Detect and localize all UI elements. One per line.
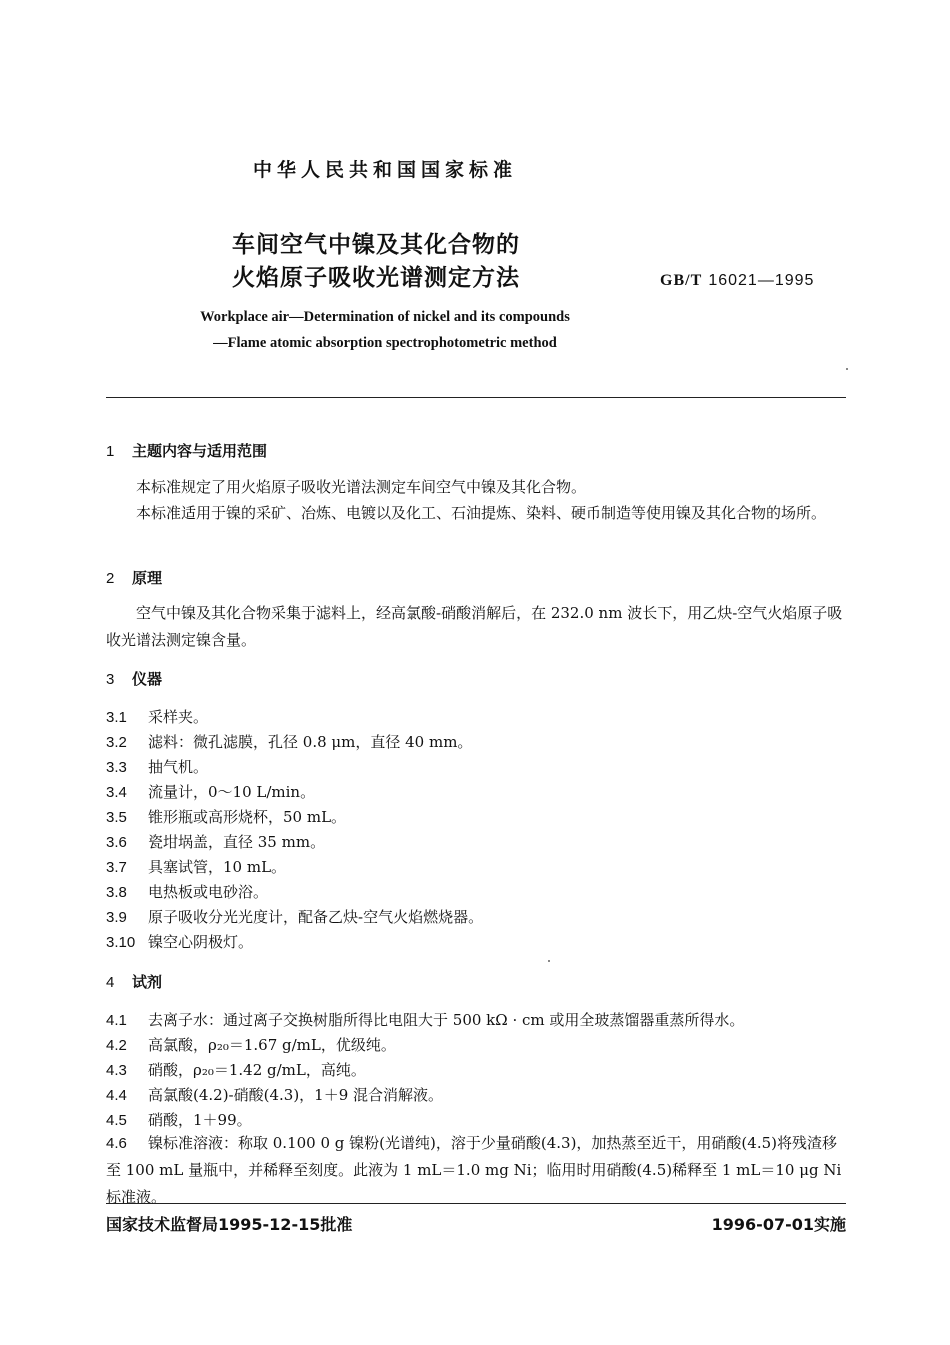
section-1-paragraph-1: 本标准规定了用火焰原子吸收光谱法测定车间空气中镍及其化合物。 — [136, 478, 587, 496]
section-4-title: 试剂 — [132, 973, 163, 991]
list-item — [106, 1009, 744, 1030]
section-1-heading — [106, 440, 267, 461]
section-3-number: 3 — [106, 671, 115, 688]
list-item — [106, 781, 315, 802]
item-number: 3.2 — [106, 734, 127, 751]
chinese-title-line-2: 火焰原子吸收光谱测定方法 — [232, 265, 520, 291]
item-text: 具塞试管，10 mL。 — [148, 858, 287, 876]
effective-date: 1996-07-01实施 — [711, 1215, 846, 1234]
standard-type-heading: 中华人民共和国国家标准 — [252, 159, 517, 181]
item-number: 3.6 — [106, 834, 127, 851]
item-number: 3.1 — [106, 709, 127, 726]
scan-speck — [548, 960, 550, 962]
item-number: 3.3 — [106, 759, 127, 776]
item-number: 3.5 — [106, 809, 127, 826]
list-item — [106, 1109, 252, 1130]
item-text: 硝酸，1＋99。 — [148, 1111, 252, 1129]
item-number: 3.4 — [106, 784, 127, 801]
item-text: 采样夹。 — [148, 708, 209, 726]
scan-speck — [846, 368, 848, 370]
item-number: 3.10 — [106, 934, 136, 951]
list-item — [106, 931, 253, 952]
item-text: 锥形瓶或高形烧杯，50 mL。 — [148, 808, 347, 826]
list-item — [106, 906, 483, 927]
section-3-heading — [106, 668, 162, 689]
section-1-title: 主题内容与适用范围 — [132, 442, 268, 460]
item-number: 3.7 — [106, 859, 127, 876]
item-number: 4.1 — [106, 1012, 127, 1029]
item-text: 镍标准溶液：称取 0.100 0 g 镍粉(光谱纯)，溶于少量硝酸(4.3)，加热蒸至近干，用硝酸(4.5)将残渣移至 100 mL 量瓶中，并稀释至刻度。此液为 1 mL＝1.0 mg Ni；临用时用硝酸(4.5)稀释至 1 mL＝10 μg Ni 标准液。 — [106, 1134, 842, 1206]
item-text: 滤料：微孔滤膜，孔径 0.8 μm，直径 40 mm。 — [148, 733, 473, 751]
item-text: 流量计，0～10 L/min。 — [148, 783, 316, 801]
list-item — [106, 1084, 443, 1105]
item-text: 原子吸收分光光度计，配备乙炔-空气火焰燃烧器。 — [148, 908, 484, 926]
footer-divider — [106, 1203, 846, 1204]
list-item — [106, 731, 472, 752]
item-text: 抽气机。 — [148, 758, 209, 776]
list-item — [106, 706, 208, 727]
item-number: 3.8 — [106, 884, 127, 901]
list-item — [106, 1034, 396, 1055]
item-number: 3.9 — [106, 909, 127, 926]
section-4-number: 4 — [106, 974, 115, 991]
section-2-heading — [106, 567, 162, 588]
item-text: 去离子水：通过离子交换树脂所得比电阻大于 500 kΩ · cm 或用全玻蒸馏器重蒸所得水。 — [148, 1011, 745, 1029]
list-item — [106, 1130, 846, 1211]
list-item — [106, 806, 346, 827]
item-text: 高氯酸，ρ₂₀＝1.67 g/mL，优级纯。 — [148, 1036, 396, 1054]
english-title-line-2: —Flame atomic absorption spectrophotometric method — [213, 335, 557, 351]
item-text: 镍空心阴极灯。 — [148, 933, 254, 951]
item-text: 电热板或电砂浴。 — [148, 883, 269, 901]
section-1-number: 1 — [106, 443, 115, 460]
standard-code-number: 16021—1995 — [708, 272, 815, 289]
standard-code — [660, 270, 814, 290]
header-divider — [106, 397, 846, 398]
list-item — [106, 831, 325, 852]
item-number: 4.4 — [106, 1087, 127, 1104]
list-item — [106, 756, 208, 777]
item-text: 高氯酸(4.2)-硝酸(4.3)，1＋9 混合消解液。 — [148, 1086, 444, 1104]
section-4-heading — [106, 971, 162, 992]
list-item — [106, 881, 268, 902]
list-item — [106, 1059, 366, 1080]
item-number: 4.2 — [106, 1037, 127, 1054]
item-number: 4.6 — [106, 1135, 127, 1152]
section-2-number: 2 — [106, 570, 115, 587]
standard-code-prefix: GB/T — [660, 272, 703, 289]
chinese-title-line-1: 车间空气中镍及其化合物的 — [232, 232, 520, 258]
section-3-title: 仪器 — [132, 670, 163, 688]
section-1-paragraph-2: 本标准适用于镍的采矿、冶炼、电镀以及化工、石油提炼、染料、硬币制造等使用镍及其化合物的场所。 — [136, 504, 827, 522]
item-text: 瓷坩埚盖，直径 35 mm。 — [148, 833, 326, 851]
item-number: 4.3 — [106, 1062, 127, 1079]
item-number: 4.5 — [106, 1112, 127, 1129]
section-2-paragraph: 空气中镍及其化合物采集于滤料上，经高氯酸-硝酸消解后，在 232.0 nm 波长下，用乙炔-空气火焰原子吸收光谱法测定镍含量。 — [106, 604, 843, 649]
item-text: 硝酸，ρ₂₀＝1.42 g/mL，高纯。 — [148, 1061, 366, 1079]
list-item — [106, 856, 286, 877]
section-2-title: 原理 — [132, 569, 163, 587]
english-title-line-1: Workplace air—Determination of nickel and its compounds — [200, 309, 570, 325]
approval-note: 国家技术监督局1995-12-15批准 — [106, 1215, 353, 1234]
